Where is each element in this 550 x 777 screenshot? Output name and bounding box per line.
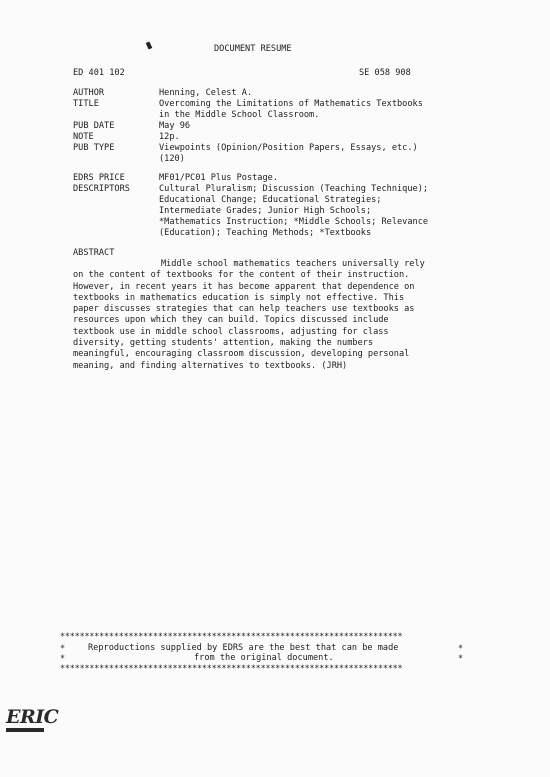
footer-star-left-2: * — [60, 653, 66, 663]
footer-stars-bottom: ********************************************************************** — [60, 663, 403, 673]
price-value: MF01/PC01 Plus Postage. — [159, 173, 278, 183]
descriptors-line3: Intermediate Grades; Junior High Schools; — [159, 206, 372, 216]
descriptors-line4: *Mathematics Instruction; *Middle Schools; Relevance — [159, 217, 429, 227]
footer-line2: from the original document. — [194, 653, 334, 663]
footer-star-left: * — [60, 643, 66, 653]
descriptors-line1: Cultural Pluralism; Discussion (Teaching Technique); — [159, 184, 429, 194]
pubtype-value-line2: (120) — [159, 154, 185, 164]
title-label: TITLE — [73, 99, 99, 109]
author-label: AUTHOR — [73, 88, 105, 98]
footer-star-right-2: * — [458, 653, 464, 663]
eric-logo-bar — [6, 728, 44, 732]
footer-line1: Reproductions supplied by EDRS are the best that can be made — [88, 643, 399, 653]
pubdate-value: May 96 — [159, 121, 191, 131]
price-label: EDRS PRICE — [73, 173, 125, 183]
pubdate-label: PUB DATE — [73, 121, 115, 131]
eric-logo-text: ERIC — [6, 706, 59, 728]
note-label: NOTE — [73, 132, 94, 142]
footer-star-right: * — [458, 643, 464, 653]
note-value: 12p. — [159, 132, 180, 142]
pubtype-value-line1: Viewpoints (Opinion/Position Papers, Essays, etc.) — [159, 143, 418, 153]
abstract-label: ABSTRACT — [73, 248, 115, 258]
title-value-line2: in the Middle School Classroom. — [159, 110, 320, 120]
descriptors-line2: Educational Change; Educational Strategies; — [159, 195, 382, 205]
author-value: Henning, Celest A. — [159, 88, 253, 98]
ed-number: ED 401 102 — [73, 68, 125, 78]
descriptors-label: DESCRIPTORS — [73, 184, 130, 194]
title-value-line1: Overcoming the Limitations of Mathematics Textbooks — [159, 99, 423, 109]
stray-mark — [146, 41, 153, 49]
abstract-body: Middle school mathematics teachers universally rely on the content of textbooks for the content of their instruction. However, in recent years it has become apparent that dependence on textbooks in mathematics education is simply not effective. This paper discusses strategies that can help teachers use textbooks as resources upon which they can build. Topics discussed include textbook use in middle school classrooms, adjusting for class diversity, getting students' attention, making the numbers meaningful, encouraging classroom discussion, developing personal meaning, and finding alternatives to textbooks. (JRH) — [73, 259, 425, 371]
pubtype-label: PUB TYPE — [73, 143, 115, 153]
document-title: DOCUMENT RESUME — [214, 44, 292, 54]
se-number: SE 058 908 — [359, 68, 411, 78]
descriptors-line5: (Education); Teaching Methods; *Textbooks — [159, 228, 372, 238]
footer-stars-top: ********************************************************************** — [60, 631, 403, 641]
eric-logo — [6, 706, 59, 732]
